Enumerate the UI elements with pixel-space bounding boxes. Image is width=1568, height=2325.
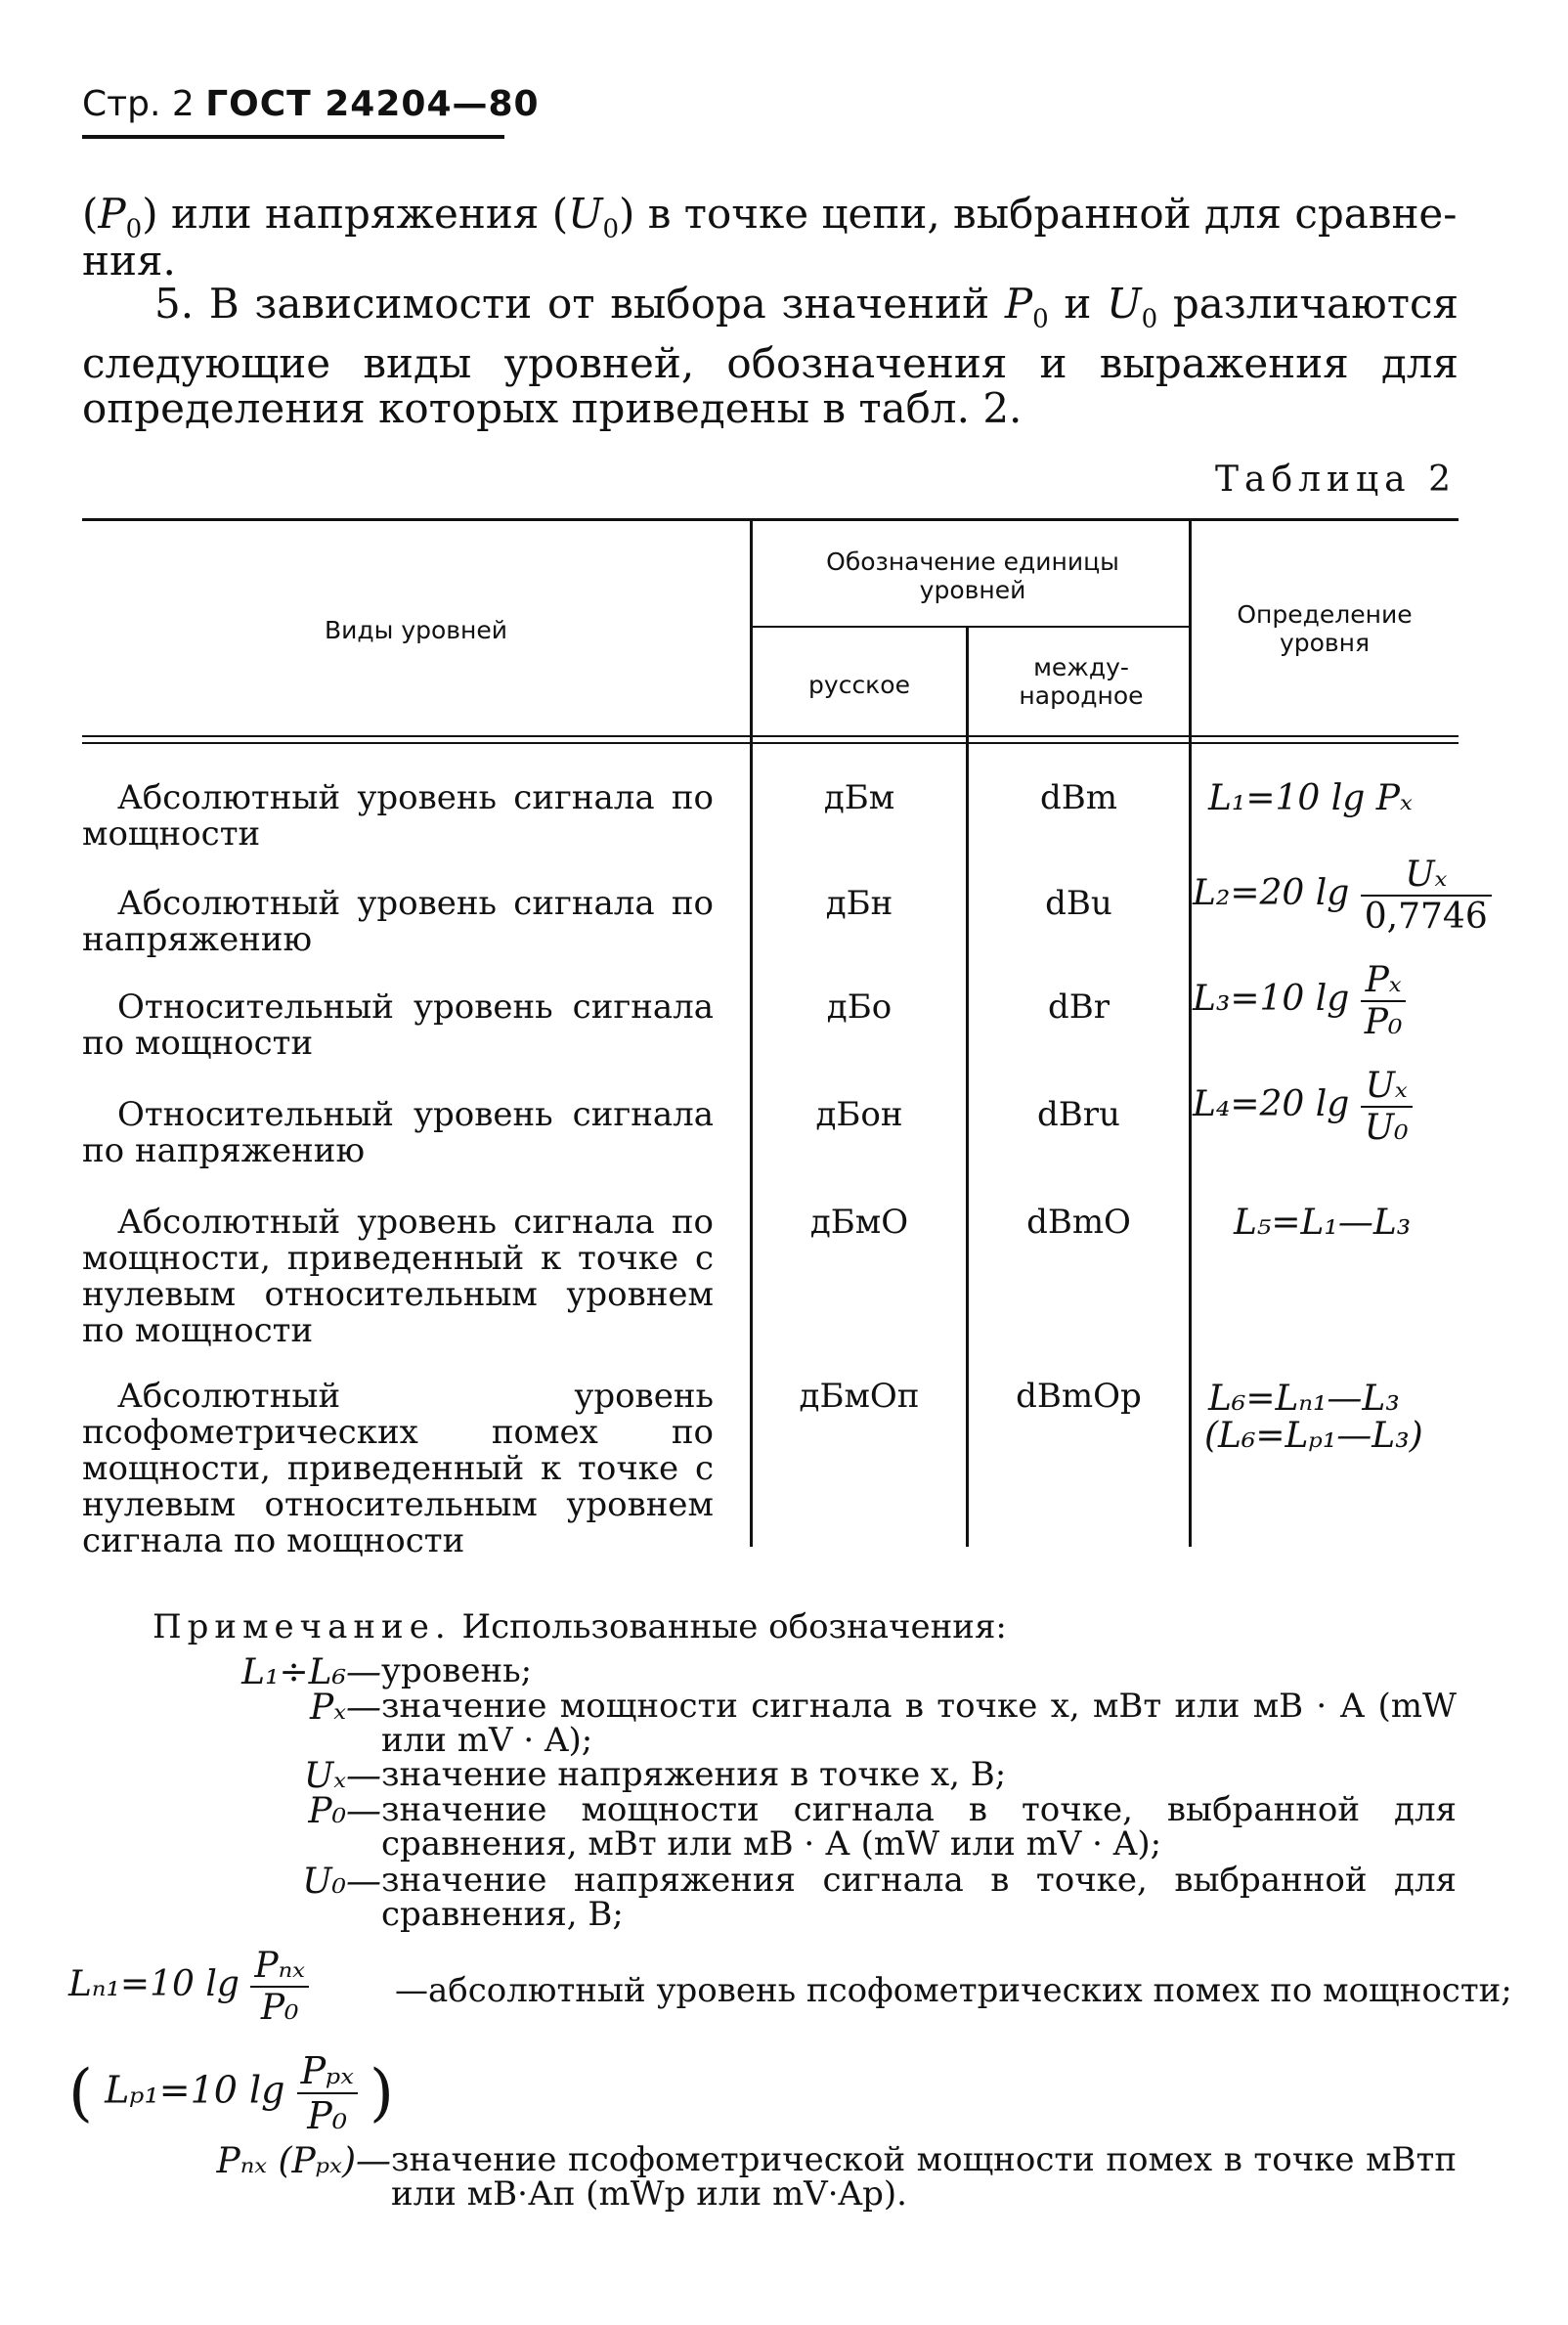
row-1-intl: dBm [1040, 778, 1117, 817]
row-3-kind: Относительный уровень сигнала по мощности [82, 987, 714, 1063]
note-sym-5: U₀— [302, 1862, 381, 1902]
header-unit-group: Обозначение единицы уровней [826, 548, 1119, 604]
row-4-ru: дБон [815, 1095, 903, 1134]
unit-group-rule [750, 626, 1190, 628]
row-6-ru: дБмОп [799, 1377, 920, 1416]
note-text-2: значение мощности сигнала в точке x, мВт или мВ · А (mW или mV · A); [381, 1687, 1457, 1760]
page-header [82, 84, 540, 124]
note-sym-3: Uₓ— [303, 1756, 381, 1796]
row-6-kind: Абсолютный уровень псофометрических помех по мощности, приведенный к точке с нулевым относительным уровнем сигнала по мощности [82, 1377, 714, 1560]
pnx-symbol: Pₙₓ (Pₚₓ)— [216, 2141, 391, 2181]
intro-line-2: ния. [82, 237, 176, 285]
table-top-rule [82, 518, 1459, 521]
formula-l6-alt: (L₆=Lₚ₁—L₃) [1204, 1416, 1423, 1456]
row-2-ru: дБн [825, 884, 893, 923]
note-text-3: значение напряжения в точке x, В; [381, 1755, 1007, 1794]
header-kind: Виды уровней [324, 616, 508, 644]
note-text-5: значение напряжения сигнала в точке, выбранной для сравнения, В; [381, 1861, 1457, 1934]
header-rule [82, 135, 504, 139]
row-5-intl: dBmO [1026, 1203, 1131, 1242]
formula-l2: L₂=20 lg $\frac{\text{Uₓ}}{0,7746}$ [1193, 855, 1492, 937]
note-title: Примечание. Использованные обозначения: [152, 1607, 1007, 1646]
row-4-intl: dBru [1037, 1095, 1120, 1134]
row-1-kind: Абсолютный уровень сигнала по мощности [82, 778, 714, 854]
header-russian: русское [808, 671, 910, 699]
row-5-kind: Абсолютный уровень сигнала по мощности, приведенный к точке с нулевым относительным уровнем по мощности [82, 1203, 714, 1350]
formula-l4: L₄=20 lg $\frac{\text{Uₓ}}{\text{U₀}}$ [1193, 1066, 1413, 1148]
item-5-paragraph: 5. В зависимости от выбора значений $P_0$ и $U_0$ различаются следующие виды уровней, обозначения и выражения для определения которых приведены в табл. 2. [82, 280, 1459, 433]
table-caption: Таблица 2 [1215, 460, 1457, 500]
row-6-intl: dBmOp [1016, 1377, 1142, 1416]
page-number: Стр. 2 [82, 84, 195, 124]
note-sym-4: P₀— [308, 1791, 381, 1831]
header-international: между-народное [1019, 653, 1144, 710]
header-definition: Определение уровня [1237, 600, 1413, 657]
row-3-intl: dBr [1047, 987, 1110, 1027]
note-sym-2: Pₓ— [309, 1688, 381, 1728]
intro-line-1: $(P_0)$ или напряжения $(U_0)$ в точке цепи, выбранной для сравне- [82, 190, 1458, 244]
formula-lp1: ( Lₚ₁=10 lg $\frac{\text{Pₚₓ}}{\text{P₀}}$ ) [68, 2049, 394, 2137]
row-5-ru: дБмО [809, 1203, 909, 1242]
standard-number: ГОСТ 24204—80 [205, 84, 540, 124]
ln1-description: —абсолютный уровень псофометрических помех по мощности; [395, 1971, 1512, 2010]
row-2-kind: Абсолютный уровень сигнала по напряжению [82, 884, 714, 959]
pnx-text: значение псофометрической мощности помех в точке мВтп или мВ·Ап (mWp или mV·Ap). [391, 2140, 1457, 2214]
row-3-ru: дБо [826, 987, 893, 1027]
formula-l3: L₃=10 lg $\frac{\text{Pₓ}}{\text{P₀}}$ [1193, 960, 1406, 1042]
formula-l6: L₆=Lₙ₁—L₃ [1208, 1379, 1400, 1419]
row-1-ru: дБм [823, 778, 895, 817]
formula-l5: L₅=L₁—L₃ [1234, 1203, 1412, 1243]
header-bottom-rule-1 [82, 735, 1459, 737]
row-2-intl: dBu [1045, 884, 1112, 923]
formula-ln1: Lₙ₁=10 lg $\frac{\text{Pₙₓ}}{\text{P₀}}$ [68, 1946, 309, 2028]
formula-l1: L₁=10 lg Pₓ [1208, 778, 1413, 818]
header-bottom-rule-2 [82, 742, 1459, 744]
note-text-1: уровень; [381, 1651, 533, 1690]
note-sym-1: L₁÷L₆— [241, 1652, 381, 1692]
col-divider-3 [1189, 518, 1192, 1547]
row-4-kind: Относительный уровень сигнала по напряжению [82, 1095, 714, 1170]
note-text-4: значение мощности сигнала в точке, выбранной для сравнения, мВт или мВ · А (mW или mV · A); [381, 1790, 1457, 1864]
